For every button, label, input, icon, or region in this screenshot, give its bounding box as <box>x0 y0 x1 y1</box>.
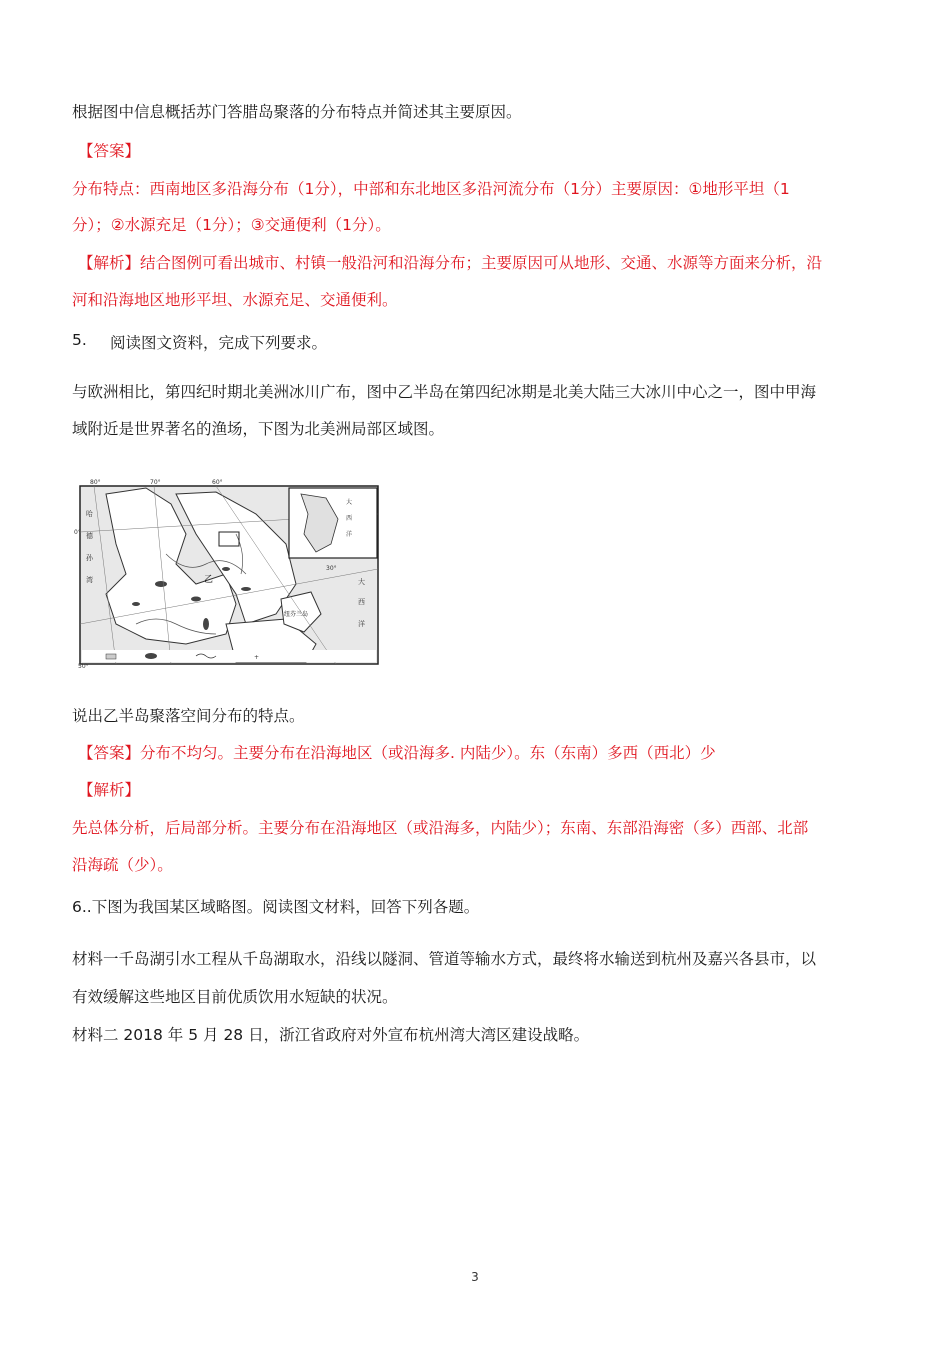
material-one-line-1: 材料一千岛湖引水工程从千岛湖取水，沿线以隧洞、管道等输水方式，最终将水输送到杭州及嘉兴各县市，以 <box>72 950 817 968</box>
analysis-text-line-4: 沿海疏（少）。 <box>72 856 173 874</box>
lat-label: 0° <box>74 529 81 536</box>
question-prompt-2: 说出乙半岛聚落空间分布的特点。 <box>72 707 305 725</box>
lat-label: 30° <box>326 565 337 572</box>
analysis-text-line-3: 先总体分析，后局部分析。主要分布在沿海地区（或沿海多，内陆少）；东南、东部沿海密（多）西部、北部 <box>72 819 809 837</box>
lon-label: 70° <box>150 479 161 486</box>
analysis-text-line-2: 河和沿海地区地形平坦、水源充足、交通便利。 <box>72 291 398 309</box>
svg-text:+: + <box>254 654 260 661</box>
lon-label: 80° <box>90 479 101 486</box>
place-label: 德 <box>86 532 93 540</box>
question-6-text: 6..下图为我国某区域略图。阅读图文材料，回答下列各题。 <box>72 898 480 916</box>
north-america-map <box>76 474 382 670</box>
material-text-line-2: 域附近是世界著名的渔场，下图为北美洲局部区域图。 <box>72 420 445 438</box>
place-label: 大 <box>358 578 365 586</box>
place-label: 洋 <box>358 620 365 628</box>
answer-text-line-1: 分布特点：西南地区多沿海分布（1分），中部和东北地区多沿河流分布（1分）主要原因：①地形平坦（1 <box>72 180 790 198</box>
map-svg <box>76 474 382 670</box>
place-label: 孙 <box>86 554 93 562</box>
inset-label: 西 <box>346 515 353 522</box>
question-prompt: 根据图中信息概括苏门答腊岛聚落的分布特点并简述其主要原因。 <box>72 103 522 121</box>
place-label: 哈 <box>86 510 93 518</box>
place-label: 西 <box>358 598 365 606</box>
answer-line: 【答案】分布不均匀。主要分布在沿海地区（或沿海多. 内陆少）。东（东南）多西（西北）少 <box>78 744 716 762</box>
inset-label: 洋 <box>346 531 353 538</box>
material-one-line-2: 有效缓解这些地区目前优质饮用水短缺的状况。 <box>72 988 398 1006</box>
place-label-newfoundland: 纽芬兰岛 <box>284 611 309 618</box>
material-text-line-1: 与欧洲相比，第四纪时期北美洲冰川广布，图中乙半岛在第四纪冰期是北美大陆三大冰川中心之一，图中甲海 <box>72 383 817 401</box>
place-label-yi: 乙 <box>204 575 214 585</box>
answer-heading: 【答案】 <box>78 142 141 160</box>
question-5-text: 阅读图文资料，完成下列要求。 <box>110 334 328 352</box>
analysis-text-line-1: 【解析】结合图例可看出城市、村镇一般沿河和沿海分布；主要原因可从地形、交通、水源等方面来分析，沿 <box>78 254 823 272</box>
answer-text-line-2: 分）；②水源充足（1分）；③交通便利（1分）。 <box>72 216 391 234</box>
place-label: 湾 <box>86 576 93 584</box>
lon-label: 60° <box>212 479 223 486</box>
inset-label: 大 <box>346 499 353 506</box>
lat-label: 50° <box>78 663 89 670</box>
question-5-number: 5. <box>72 331 87 349</box>
analysis-heading: 【解析】 <box>78 781 141 799</box>
page-number: 3 <box>471 1270 479 1284</box>
material-two-line: 材料二 2018 年 5 月 28 日，浙江省政府对外宣布杭州湾大湾区建设战略。 <box>72 1026 590 1044</box>
